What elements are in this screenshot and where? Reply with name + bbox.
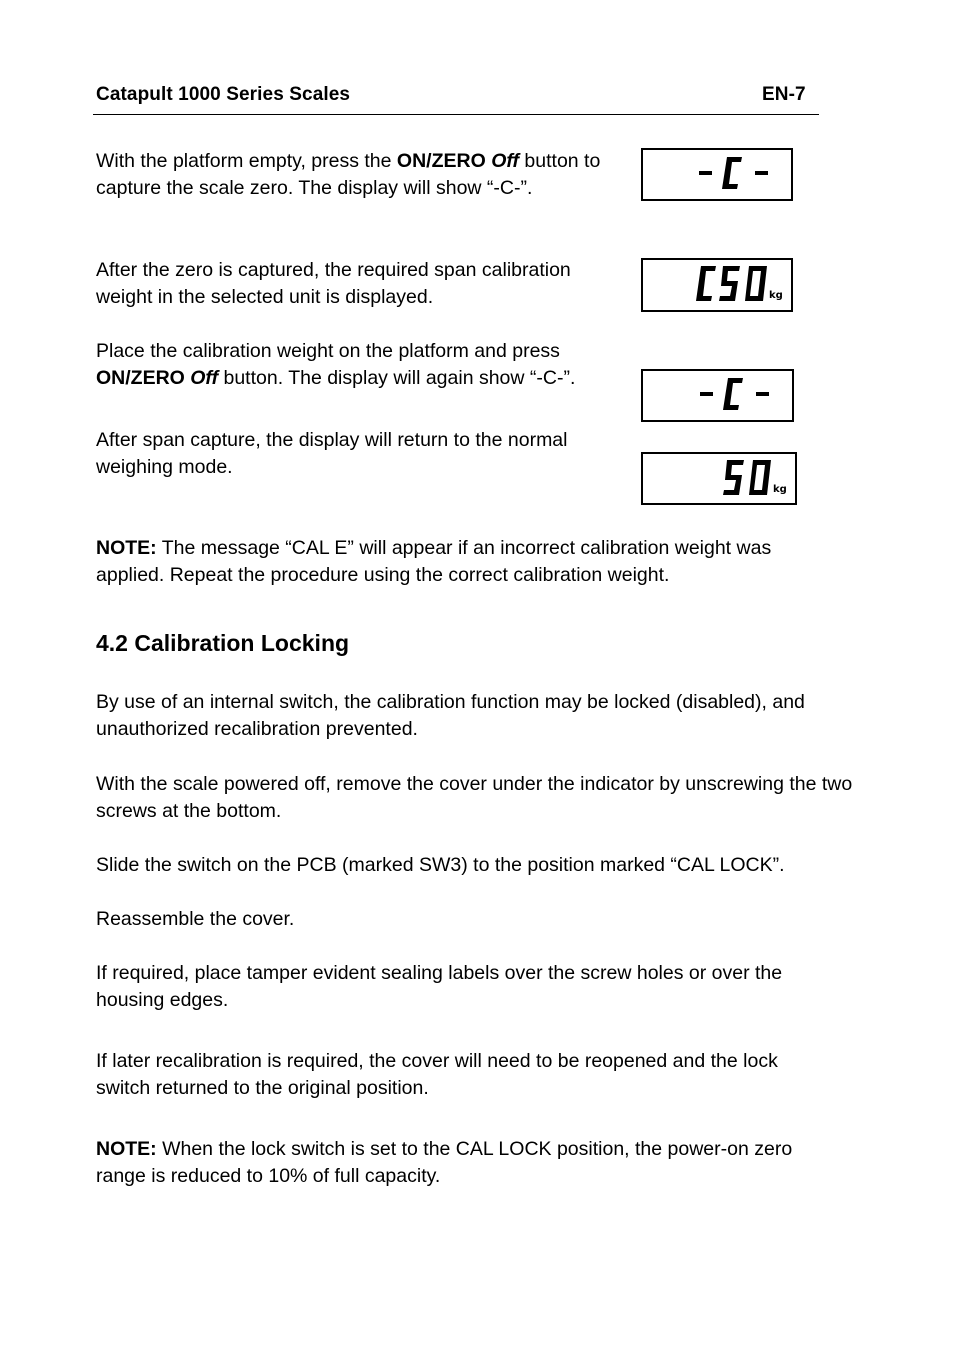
unit-kg: kg xyxy=(769,290,783,301)
step-4-text: After span capture, the display will return to the normal weighing mode. xyxy=(96,429,568,478)
unit-kg: kg xyxy=(773,484,787,495)
paragraph-sealing-labels: If required, place tamper evident sealing labels over the screw holes or over the housing edges. xyxy=(96,962,783,1011)
display-reading-c50 xyxy=(643,260,790,309)
display-reading-c xyxy=(643,371,791,419)
paragraph-remove-cover: With the scale powered off, remove the cover under the indicator by unscrewing the two screws at the bottom. xyxy=(96,773,853,822)
page-number: EN-7 xyxy=(762,84,806,105)
paragraph-reassemble: Reassemble the cover. xyxy=(96,908,295,930)
step-2-text: After the zero is captured, the required span calibration weight in the selected unit is displayed. xyxy=(96,259,571,308)
on-zero-button-label: ON/ZERO xyxy=(396,150,492,172)
off-label: Off xyxy=(491,150,519,172)
section-heading: 4.2 Calibration Locking xyxy=(96,630,350,656)
note-cal-lock: NOTE: When the lock switch is set to the CAL LOCK position, the power-on zero range is reduced to 10% of full capacity. xyxy=(96,1138,793,1187)
paragraph-recalibration: If later recalibration is required, the cover will need to be reopened and the lock switch returned to the original position. xyxy=(96,1050,778,1099)
note-incorrect-weight: NOTE: The message “CAL E” will appear if an incorrect calibration weight was applied. Repeat the procedure using the correct calibration weight. xyxy=(96,537,772,586)
lcd-display-weighing xyxy=(641,452,797,505)
running-header-title: Catapult 1000 Series Scales xyxy=(96,84,351,105)
note-label: NOTE: xyxy=(96,537,157,559)
header-rule xyxy=(93,114,819,115)
display-reading-c xyxy=(643,150,790,198)
on-zero-button-label: ON/ZERO xyxy=(96,367,191,389)
lcd-display-zero-capture xyxy=(641,148,793,201)
note-label: NOTE: xyxy=(96,1138,157,1160)
step-1-text: With the platform empty, press the ON/ZERO Off button to capture the scale zero. The display will show “-C-”. xyxy=(96,150,601,199)
paragraph-slide-switch: Slide the switch on the PCB (marked SW3) to the position marked “CAL LOCK”. xyxy=(96,854,785,876)
off-label: Off xyxy=(190,367,219,389)
step-3-text: Place the calibration weight on the platform and press ON/ZERO Off button. The display will again show “-C-”. xyxy=(96,340,576,389)
lcd-display-span-weight xyxy=(641,258,793,312)
lcd-display-span-capture xyxy=(641,369,794,422)
display-reading-50 xyxy=(643,454,794,502)
paragraph-internal-switch: By use of an internal switch, the calibration function may be locked (disabled), and unauthorized recalibration prevented. xyxy=(96,691,805,740)
